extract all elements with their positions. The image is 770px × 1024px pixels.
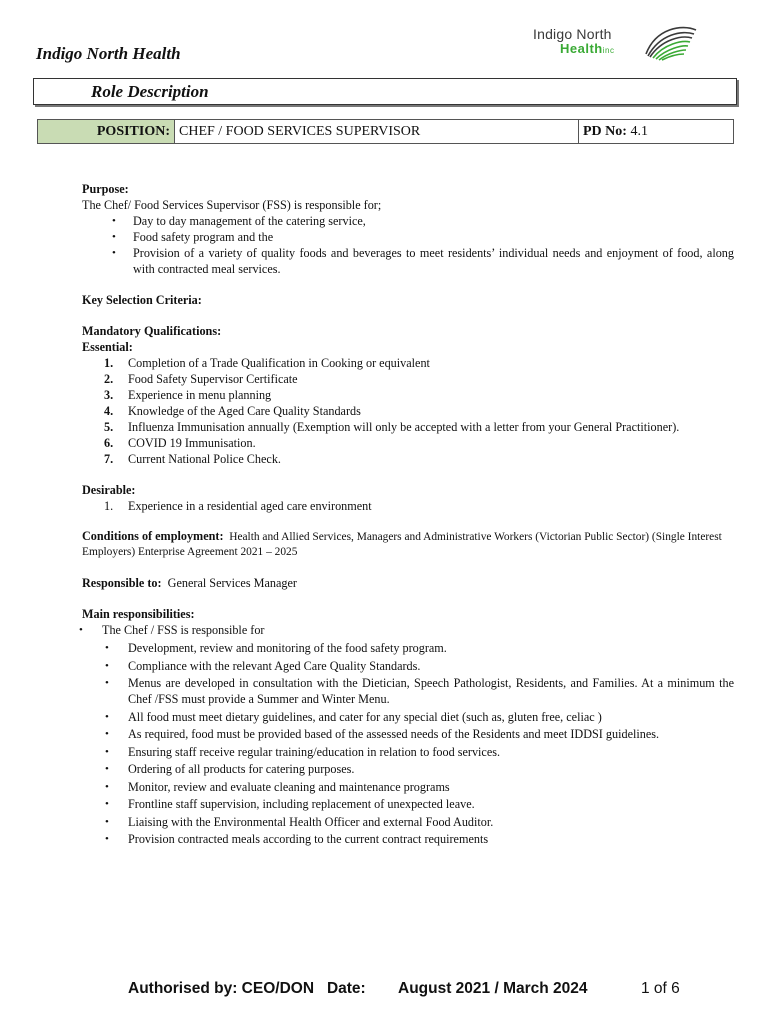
list-item: • Frontline staff supervision, including replacement of unexpected leave. (82, 796, 734, 812)
criteria-heading: Key Selection Criteria: (82, 293, 202, 307)
pd-number-cell (579, 120, 734, 144)
page-number: 1 of 6 (641, 980, 680, 997)
pd-value: 4.1 (630, 123, 648, 139)
footer-authorised: Authorised by: CEO/DON Date: (128, 980, 366, 997)
list-item: 7. Current National Police Check. (104, 452, 281, 466)
pd-label: PD No: (583, 123, 627, 139)
logo-suffix: inc (602, 46, 615, 55)
list-item: • Development, review and monitoring of the food safety program. (82, 640, 734, 656)
essential-heading: Essential: (82, 340, 133, 354)
footer-date-value: August 2021 / March 2024 (398, 980, 588, 997)
purpose-list (82, 213, 734, 277)
list-item: • All food must meet dietary guidelines, and cater for any special diet (such as, gluten free, celiac ) (82, 709, 734, 725)
org-name: Indigo North Health (36, 44, 181, 63)
list-item: 6. COVID 19 Immunisation. (104, 436, 256, 450)
list-item: • Menus are developed in consultation with the Dietician, Speech Pathologist, Residents, and Families. At a minimum the Chef /FSS must provide a Summer and Winter Menu. (82, 675, 734, 707)
list-item: 5. Influenza Immunisation annually (Exemption will only be accepted with a letter from your General Practitioner). (104, 420, 680, 434)
footer-date-label: Date: (326, 980, 366, 997)
desirable-list (82, 498, 734, 514)
main-responsibilities-heading: Main responsibilities: (82, 607, 195, 621)
company-logo (533, 22, 703, 66)
mandatory-heading: Mandatory Qualifications: (82, 324, 222, 338)
purpose-heading: Purpose: (82, 182, 129, 196)
desirable-heading: Desirable: (82, 483, 136, 497)
role-description-banner (33, 78, 737, 105)
list-item: • Ordering of all products for catering purposes. (82, 761, 734, 777)
responsible-text: General Services Manager (167, 576, 297, 590)
list-item: • As required, food must be provided based of the assessed needs of the Residents and meet IDDSI guidelines. (82, 726, 734, 742)
logo-text-line2: Health (560, 41, 603, 56)
essential-list (82, 355, 734, 467)
list-item: • Day to day management of the catering service, (82, 213, 734, 229)
list-item: • Monitor, review and evaluate cleaning and maintenance programs (82, 779, 734, 795)
responsible-heading: Responsible to: (82, 576, 162, 590)
list-item: • Liaising with the Environmental Health Officer and external Food Auditor. (82, 814, 734, 830)
list-item: 1. Experience in a residential aged care environment (104, 499, 372, 513)
responsible-to (82, 575, 734, 591)
main-responsibilities-lead: • The Chef / FSS is responsible for (79, 622, 734, 638)
logo-text-line1: Indigo North (533, 26, 612, 42)
main-responsibilities-list (82, 640, 734, 847)
list-item: 1. Completion of a Trade Qualification in Cooking or equivalent (104, 356, 430, 370)
list-item: • Provision contracted meals according to the current contract requirements (82, 831, 734, 847)
purpose-intro: The Chef/ Food Services Supervisor (FSS) is responsible for; (82, 198, 382, 212)
list-item: • Compliance with the relevant Aged Care Quality Standards. (82, 658, 734, 674)
logo-text-line2-wrap (560, 41, 614, 56)
position-value: CHEF / FOOD SERVICES SUPERVISOR (175, 120, 579, 144)
list-item: 4. Knowledge of the Aged Care Quality Standards (104, 404, 361, 418)
position-table (37, 119, 734, 144)
list-item: • Ensuring staff receive regular training/education in relation to food services. (82, 744, 734, 760)
list-item: 2. Food Safety Supervisor Certificate (104, 372, 298, 386)
role-title: Role Description (91, 82, 209, 101)
position-label: POSITION: (38, 120, 175, 144)
list-item: • Food safety program and the (82, 229, 734, 245)
list-item: 3. Experience in menu planning (104, 388, 272, 402)
conditions-heading: Conditions of employment: (82, 529, 224, 543)
conditions-of-employment (82, 529, 734, 560)
list-item: • Provision of a variety of quality foods and beverages to meet residents’ individual needs and enjoyment of food, along with contracted meal services. (82, 245, 734, 277)
role-content (82, 181, 734, 849)
leaf-swirl-icon (642, 24, 698, 62)
conditions-text: Health and Allied Services, Managers and Administrative Workers (Victorian Public Sector) (Single Interest Employers) Enterprise Agreement 2021 – 2025 (82, 531, 722, 558)
